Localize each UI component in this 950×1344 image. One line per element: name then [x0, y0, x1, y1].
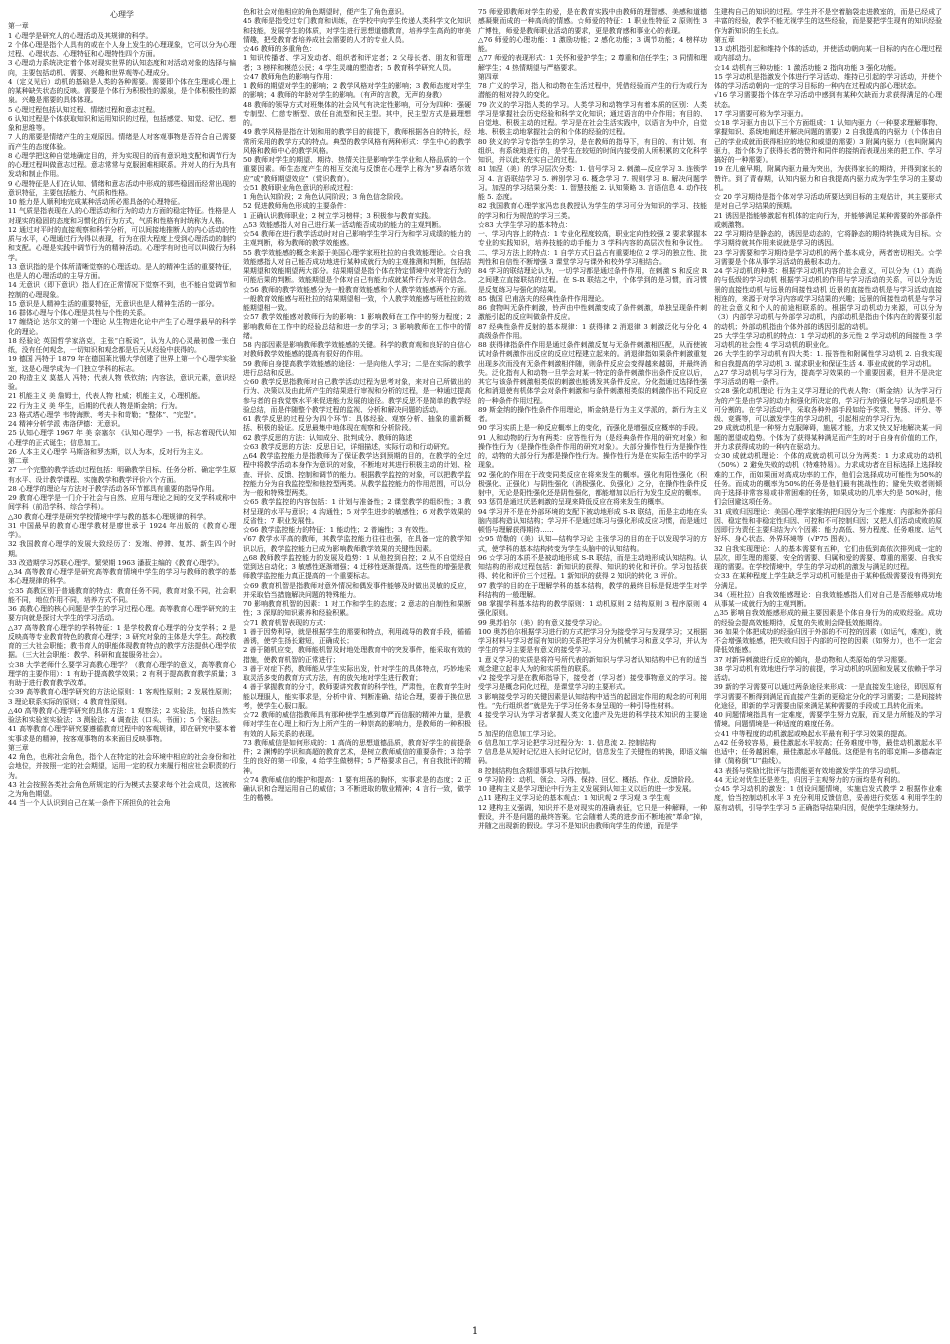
paragraph: 26 人本主义心理学 马斯洛和罗杰斯，以人为本，反对行为主义。 — [8, 447, 208, 456]
paragraph: △30 教育心理学是研究学校情境中学与教的基本心理规律的科学。 — [8, 512, 211, 521]
paragraph: 42 角色，也称社会角色，指个人在特定的社会环境中相应的社会身份和社会地位，并按照一定的社会期望，运用一定的权力来履行相应社会职责的行为。 — [8, 753, 236, 780]
paragraph: 24 学习动机的种类：根据学习动机内容的社会意义，可以分为（1）高尚的与低级的学习动机 根据学习动机的作用与学习活动的关系，可以分为近景的直接性动机与远景的间接性动机 近景的直接性动机是与学习活动直接相连的，来源于对学习内容或学习结果的兴趣；远景的间接性动机是与学习的社会意义和个人的前途相联系的。根据学习动机动力来源，可以分为（3）内部学习动机与外部学习动机，内部动机是指由个体内在的需要引起的动机；外部动机指由个体外部的诱因引起的动机。 — [714, 267, 942, 331]
paragraph: 43 表扬与奖励比批评与指责能更有效地激发学生的学习动机。 — [714, 766, 905, 775]
paragraph: 37 对新异刺激进行反应的倾向，是动物和人类原始的学习需要。 — [714, 655, 912, 664]
paragraph: ☆66 教学监控能力的特征：1 能动性；2 普遍性；3 有效性。 — [243, 526, 433, 534]
paragraph: 58 内部因素是影响教师教学效能感的关键。科学的教育观和良好的自信心对教师教学效能感的提高有很好的作用。 — [243, 341, 471, 359]
paragraph: 90 学习实质上是一种反应概率上的变化，而强化是增强反应概率的手段。 — [478, 424, 703, 433]
paragraph: 1 善于因势利导，就是根据学生的需要和特点，利用疏导的教育手段，循循善诱，使学生扬长避短，正确成长； — [243, 627, 471, 645]
paragraph: 98 掌握学科基本结构的教学原则：1 动机原则 2 结构原则 3 程序原则 4 强化原则。 — [478, 600, 707, 618]
paragraph: 91 人和动物的行为有两类：应答性行为（是经典条件作用的研究对象）和操作性行为（是操作性条件作用的研究对象）。大部分操作性行为是操作性的，动物的大部分行为都是操作性行为。操作性行为是在实际生活中的学习现象。 — [478, 433, 707, 470]
paragraph: 32 我国教育心理学的发展大致经历了：发端、停滞、复苏、新生四个时期。 — [8, 540, 236, 558]
paragraph: 9 心理特征是人们在认知、情绪和意志活动中形成的那些稳固而经常出现的意识特征，主要包括能力、气质和性格。 — [8, 179, 236, 197]
paragraph: 10 能力是人顺利地完成某种活动所必需具备的心理特征。 — [8, 198, 185, 206]
paragraph: 100 奥苏伯尔根据学习进行的方式把学习分为接受学习与发现学习；又根据学习材料与学习者原有知识的关系把学习分为机械学习和意义学习，并认为学生的学习主要是有意义的接受学习。 — [478, 627, 707, 655]
paragraph: 75 师爱即教师对学生的爱，是在教育实践中由教师的理智感、美感和道德感凝聚而成的一种高尚的情感。☆师爱的特征：1 职业性特征 2 原则性 3 广博性，师爱是教师职业活动的要求，更是教育感和事业心的表现。 — [478, 8, 707, 35]
paragraph: 11 气质是指表现在人的心理活动和行为的动力方面的稳定特征。性格是人对现实的稳固的态度和习惯化的行为方式，气质和性格有时统称为人格。 — [8, 207, 236, 225]
paragraph: 19 在儿童早期，附属内驱力最为突出，为获得家长的期待，并得到家长的赞许。到了青春期，认知内驱力和自我提高内驱力成为学生学习的主要动机。 — [714, 165, 942, 192]
paragraph: 79 次义的学习指人类的学习。人类学习和动物学习有着本质的区别：人类学习是掌握社会历史经验和科学文化知识；通过语言的中介作用；有目的、自觉地、积极主动的过程。学习是在社会生活实践中，以语言为中介，自觉地、积极主动地掌握社会的和个体的经验的过程。 — [478, 100, 707, 137]
paragraph: ☆47 教师角色的影响与作用： — [243, 72, 337, 81]
paragraph: △11 建构主义学习论的基本观点：1 知识观 2 学习观 3 学生观 — [478, 794, 670, 803]
paragraph: ☆56 教师的教学效能感分为一般教育效能感和个人教学效能感两个方面。一般教育效能感与班杜拉的结果期望相一致，个人教学效能感与班杜拉的效能期望相一致。 — [243, 285, 471, 312]
paragraph: 97 教学的目的在于理解学科的基本结构，教学的最终目标是促进学生对学科结构的一般理解。 — [478, 581, 707, 599]
paragraph: √16 学习需要指个体在学习活动中感到有某种欠缺而力求获得满足的心理状态。 — [714, 91, 942, 109]
paragraph: 17 缠绕论 达尔文的第一个理论 从生物进化论中产生了心理学最早的科学化的理论。 — [8, 318, 236, 336]
paragraph: ☆ 20 学习期待是指个体对学习活动所要达到目标的主观估计，其主要形式是对自己学习结果的预期。 — [714, 193, 942, 211]
paragraph: 6 认知过程是个体获取知识和运用知识的过程，包括感觉、知觉、记忆、想象和思维等。 — [8, 114, 236, 132]
chapter-heading: 第二章 — [8, 457, 29, 465]
paragraph: ☆39 高等教育心理学研究的方法论原则：1 客观性原则；2 发展性原则；3 理论联系实际的原则；4 教育性原则。 — [8, 688, 236, 706]
paragraph: 7 人的需要是情绪产生的主观原因。情绪是人对客观事物是否符合自己需要而产生的态度体验。 — [8, 133, 236, 151]
paragraph: ☆33 在某种程度上学生缺乏学习动机可能是由于某种低级需要没有得到充分满足。 — [714, 572, 942, 590]
paragraph: 94 学习并不是在外部环境的支配下被动地形成 S-R 联结，而是主动地在头脑内部构造认知结构；学习并不是通过练习与强化形成反应习惯，而是通过顿悟与理解获得期待…… — [478, 507, 707, 534]
paragraph: ☆35 高教区别于普通教育的特点：教育任务不同，教育对象不同，社会职能不同，地位作用不同，培养方式不同。 — [8, 586, 236, 604]
paragraph: 15 学习动机是指激发个体进行学习活动、维持已引起的学习活动，并使个体的学习活动朝向一定的学习目标的一种内在过程或内部心理状态。 — [714, 72, 942, 90]
paragraph: 1 心理学是研究人的心理活动及其规律的科学。 — [8, 31, 153, 40]
paragraph: △42 任务较容易，最佳激起水平较高；任务难度中等，最佳动机激起水平也适中；任务越困难，最佳激起水平越低。这便是有名的耶克斯—多德森定律（简称倒“U”曲线）。 — [714, 738, 942, 766]
paragraph: 89 斯金纳的操作性条件作用理论，斯金纳是行为主义学派的，新行为主义者。 — [478, 405, 707, 423]
paragraph: 12 建构主义强调，知识并不是对现实的准确表征，它只是一种解释，一种假设，并不是问题的最终答案。它会随着人类的进步而不断地被“革命”掉，并随之出现新的假设。学习不是知识由教师向学生的传递，而是学 — [478, 803, 707, 830]
paragraph: 86 食物叫无条件刺激，铃声由中性刺激变成了条件刺激，单独呈现条件刺激能引起的反应叫做条件反应。 — [478, 304, 707, 322]
paragraph: 31 中国最早的教育心理学教材是廖世承于 1924 年出版的《教育心理学》。 — [8, 521, 236, 539]
paragraph: 23 学习需要和学习期待是学习动机的两个基本成分，两者密切相关。☆学习需要是个体从事学习活动的最根本动力。 — [714, 248, 942, 266]
paragraph: 70 影响教育机智的因素：1 对工作和学生的态度；2 意志的自制性和果断性；3 深厚的知识素养和经验积累。 — [243, 600, 471, 618]
paragraph: 3 影响接受学习的关键因素是认知结构中适当的起固定作用的观念的可利用性。“先行组织者”就是先于学习任务本身呈现的一种引导性材料。 — [478, 692, 707, 710]
paragraph: 2 善于随机应变，教师能机智及时地处理教育中的突发事件，能采取有效的措施，使教育机智的正常进行； — [243, 646, 471, 664]
paragraph: ☆18 学习驱力由以下三个方面组成：1 认知内驱力（一种要求理解事物、掌握知识、系统地阐述并解决问题的需要）2 自我提高的内驱力（个体由自己的学业成就而获得相应的地位和威望的需要）3 附属内驱力（也叫附属内驱力，指个体为了获得长者的赞许和同伴的接纳而表现出来的把工作、学习搞好的一种需要）。 — [714, 119, 942, 164]
paragraph: 36 高教心理的核心问题是学生的学习过程心理。高等教育心理学研究的主要方向就是探讨大学生的学习活动。 — [8, 605, 236, 623]
paragraph: 10 建构主义是学习理论中行为主义发展到认知主义以后的进一步发展。 — [478, 785, 696, 793]
paragraph: 81 加涅（美）的学习层次分类：1. 信号学习 2. 刺激—反应学习 3. 连锁学习 4. 言语联结学习 5. 辨别学习 6. 概念学习 7. 规则学习 8. 解决问题学习。加涅的学习结果分类：1. 智慧技能 2. 认知策略 3. 言语信息 4. 动作技能 5. 态度。 — [478, 165, 707, 201]
paragraph: 1 正确认识教师职业；2 树立学习榜样；3 积极参与教育实践。 — [243, 211, 435, 220]
paragraph: 78 广义的学习，指人和动物在生活过程中，凭借经验而产生的行为或行为潜能的相对持久的变化。 — [478, 82, 707, 100]
paragraph: ☆72 教师的威信指教师具有那种使学生感到尊严而信服的精神力量，是教师对学生在心理上和行为上所产生的一种崇高的影响力，是教师的一种积极有效的人际关系的表现。 — [243, 711, 471, 738]
paragraph: 55 教学效能感的概念来源于美国心理学家班杜拉的自我效能理论。☆自我效能感指人对自己能否成功地进行某种成就行为的主观推测和判断，包括结果期望和效能期望两大部分。结果期望是指个体在特定情境中对特定行为的可能后果的判断。效能期望是个体对自己有能力成就某件行为水平的信念。 — [243, 248, 471, 285]
paragraph: 87 经典性条件反射的基本规律：1 获得律 2 消退律 3 刺激泛化与分化 4 高级条件作用。 — [478, 322, 707, 340]
paragraph: 29 成就动机是一种努力克服障碍，施展才能，力求又快又好地解决某一问题的愿望或趋势。个体为了获得某种满足而产生的对于自身有价值的工作，并力求获得成功的一种内在驱动力。 — [714, 424, 942, 451]
chapter-heading: 第一章 — [8, 22, 29, 31]
paragraph: 85 俄国 巴甫洛夫的经典性条件作用理论。 — [478, 294, 609, 303]
paragraph: 80 狭义的学习专指学生的学习，是在教师的指导下，有目的、有计划、有组织、有系统地进行的，是学生在较短的时间内接受前人所积累的文化科学知识，并以此来充实自己的过程。 — [478, 137, 707, 164]
paragraph: √67 教学水平高的教师，其教学监控能力往往也强，在具备一定的教学知识以后，教学监控能力已成为影响教师教学效果的关键性因素。 — [243, 535, 471, 553]
paragraph: 41 高等教育心理学研究要遵循教育过程中的客观规律，即在研究中要本着实事求是的精神，按客观事物的本来面目反映事物。 — [8, 725, 236, 743]
paragraph: 39 新的学习需要可以通过两条途径来形成：一是直接发生途径，即因原有学习需要不断得到满足而直接产生新的更稳定分化的学习需要；二是间接转化途径，即新的学习需要由原来满足某种需要的手段或工具转化而来。 — [714, 683, 942, 710]
paragraph: 4 善于掌握教育的分寸，教师要讲究教育的科学性，严肃性，在教育学生时能以理服人，能实事求是，分析中肯、判断准确、结论合理，要善于换位思考，使学生心服口服。 — [243, 683, 471, 710]
paragraph: 29 教育心理学是一门介于社会与自然、应用与理论之间的交叉学科或称中间学科（前沿学科、综合学科）。 — [8, 494, 236, 512]
paragraph: 9 学习阶段：动机、领会、习得、保持、回忆、概括、作业、反馈阶段。 — [478, 775, 699, 784]
paragraph: 16 群体心理与个体心理是共性与个性的关系。 — [8, 309, 150, 317]
paragraph: 15 意识是人精神生活的重要特征，无意识也是人精神生活的一部分。 — [8, 299, 219, 308]
paragraph: 5 心理过程包括认知过程、情绪过程和意志过程。 — [8, 105, 160, 114]
paragraph: ☆71 教育机智表现的方式： — [243, 618, 330, 627]
paragraph: 24 精神分析学派 弗洛伊德：无意识。 — [8, 420, 125, 428]
paragraph: 59 教师自身提高教学效能感的途径：一是向他人学习；二是在实际的教学进行总结和反思。 — [243, 359, 471, 377]
paragraph: 88 获得律指条件作用是通过条件刺激反复与无条件刺激相匹配，从而使被试对条件刺激作出反应的反应过程建立起来的。消退律指如果条件刺激重复出现多次而没有无条件刺激相伴随，则条件反应会变得越来越弱，并最终消失。泛化指有人和动物一旦学会对某一特定的条件刺激作出条件反应以后，其它与该条件刺激相类似的刺激也能诱发其条件反应。分化指通过选择性强化和消退使有机体学会对条件刺激和与条件刺激相类似的刺激作出不同反应的一种条件作用过程。 — [478, 341, 707, 405]
paragraph: 7 信息是从短时记忆进入长时记忆时，信息发生了关键性的转换，即语义编码。 — [478, 748, 707, 766]
paragraph: 99 奥苏伯尔（美）的有意义接受学习论。 — [478, 618, 607, 627]
paragraph: 96 ☆学习的本质不是被动地形成 S-R 联结，而是主动地形成认知结构。认知结构的形成过程包括：新知识的获得、知识的转化和评价。学习包括获得、转化和评价三个过程。1 新知识的获得 2 知识的转化 3 评价。 — [478, 553, 707, 581]
paragraph: 4（定义见后）动机的基础是人类的各种需要。需要即个体在生理或心理上的某种缺失状态的反映。需要是个体行为积极性的源泉，是个体积极性的源泉。兴趣是需要的具体体现。 — [8, 77, 236, 105]
page-number: 1 — [471, 1326, 479, 1337]
paragraph: 4 接受学习认为学习者掌握人类文化遗产及先进的科学技术知识的主要途径。 — [478, 711, 707, 729]
paragraph: 23 格式塔心理学 韦特海默、考夫卡和苛勒；“整体”、“完型”。 — [8, 410, 201, 419]
text-column-3 — [478, 8, 707, 1320]
paragraph: △35 影响自我效能感形成的最主要因素是个体自身行为的成败经验。成功的经验会提高效能期待，反复的失败则会降低效能期待。 — [714, 609, 942, 627]
paragraph: ☆65 教学监控的内容包括：1 计划与准备性；2 课堂教学的组织性；3 教材呈现的水平与意识；4 沟通性；5 对学生进步的敏感性；6 对教学效果的反省性；7 职业发展性。 — [243, 498, 471, 525]
paragraph: 49 教学风格是指在计划和用的教学目的前提下，教师根据各自的特长，经常所采用的教学方式的特点。典型的教学风格有两种形式：学生中心的教学风格和教师中心的教学风格。 — [243, 128, 471, 155]
paragraph: ☆63 教学反思的方法：反思日记，详细描述，实际行动和行动研究。 — [243, 442, 454, 451]
paragraph: 73 教师威信是如何形成的：1 高尚的思想道德品质，教育好学生的前提条件；2 渊博的学识和高超的教育艺术，是树立教师威信的重要条件；3 给学生的良好的第一印象，4 给学生做榜样；5 严格要求自己，有自我批评的精神。 — [243, 738, 471, 775]
paragraph: 20 构造主义 莫基人 冯特；代表人物 铁钦纳；内容法，意识元素，意识经验。 — [8, 373, 236, 391]
chapter-heading: 第四章 — [478, 72, 499, 81]
paragraph: 28 心理学的理论与方法对于教学活动各环节都具有重要的指导作用。 — [8, 484, 219, 493]
paragraph: ☆30 成就动机理论：个体的成就动机可以分为两类：1 力求成功的动机（50%）2 避免失败的动机（特难特易）。力求成功者在目标选择上选择较难的工作，而如果面对高成功率的工作，他们会选择成功可能性为50%的任务。而成功的概率为50%的任务是他们最有挑战性的；避免失败者则倾向于选择非常容易或非常困难的任务，如果成功的几率大约是 50%时，他们会回避这项任务。 — [714, 452, 942, 507]
paragraph: 13 动机指引起和维持个体的活动，并使活动朝向某一目标的内在心理过程或内部动力。 — [714, 45, 942, 63]
chapter-heading: 第五章 — [714, 35, 735, 44]
paragraph: △27 学习动机与学习行为，提高学习效果的一个重要因素，但并不是决定学习活动的唯一条件。 — [714, 368, 942, 386]
paragraph: 2 个体心理是指个人具有的或在个人身上发生的心理现象，它可以分为心理过程、心理状态、心理特征和心理特性四个方面。 — [8, 40, 236, 58]
paragraph: ☆69 教育机智是指教师对意外情况和偶发事件能够及时做出灵敏的反应，并采取恰当措施解决问题的特殊能力。 — [243, 581, 471, 599]
paragraph: 84 学习的联结理论认为，一切学习都是通过条件作用，在刺激 S 和反应 R 之间建立直接联结的过程。在 S-R 联结之中，个体学到的是习惯，而习惯是反复练习与强化的结果。 — [478, 267, 707, 294]
paragraph: 6 信息加工学习论把学习过程分为：1. 信息流 2. 控制结构 — [478, 738, 656, 747]
paragraph: 5 加涅的信息加工学习论。 — [478, 729, 561, 738]
paragraph: △40 高等教育心理学研究的具体方法：1 观察法；2 实验法，包括自然实验法和实验室实验法；3 测验法；4 调查法（口头、书面）；5 个案法。 — [8, 706, 236, 724]
paragraph: ☆54 教师在进行教学活动时对自己影响学生学习行为和学习成绩的能力的主观判断，称为教师的教学效能感。 — [243, 230, 471, 248]
paragraph: 13 意识指的是个体所清晰觉察的心理活动。是人的精神生活的重要特征，也是人的心理活动的主导方面。 — [8, 262, 236, 280]
paragraph: 92 强化的作用在于改变同类反应在将来发生的概率。强化有阳性强化（积极强化、正强化）与阴性强化（消极强化、负强化）之分，在操作性条件反射中，无论是阳性强化还是阴性强化，都能增加以后行为发生反应的概率。 — [478, 470, 707, 497]
paragraph: 45 教师是指受过专门教育和训练，在学校中向学生传递人类科学文化知识和技能，发展学生的体质，对学生进行思想道德教育，培养学生高尚的审美情趣，把受教育者培养成社会需要的人才的专业人员。 — [243, 17, 471, 44]
paragraph: ☆51 教师职业角色意识的形成过程： — [243, 183, 358, 192]
paragraph: 22 行为主义 美 华生，后期的代表人物是斯金纳；行为。 — [8, 401, 182, 410]
paragraph: 82 我国教育心理学家冯忠良教授认为学生的学习可分为知识的学习、技能的学习和行为规范的学习三类。 — [478, 202, 707, 220]
paragraph: 12 通过对平时的直接观察和科学分析，可以间接地推断人的内心活动的性质与水平，心理通过行为得以表现，行为在很大程度上受到心理活动的制约和支配。心理是实践中调节行为的精神活动。心理学有时也可以叫做行为科学。 — [8, 225, 236, 262]
paragraph: 1 教师的期望对学生的影响；2 教学风格对学生的影响；3 教师态度对学生的影响；4 教师的年龄对学生的影响。（有声的言教，无声的身教） — [243, 82, 471, 100]
paragraph: 32 自我实现理论：人的基本需要有五种，它们由低到高依次排列成一定的层次，即生理的需要、安全的需要、归属和爱的需要、尊重的需要、自我实现的需要。在学校情境中，学生的学习动机的激发与满足的过程。 — [714, 544, 942, 571]
paragraph: ☆74 教师威信的维护和提高：1 要有坦荡的胸怀，实事求是的态度；2 正确认识和合理运用自己的威信；3 不断进取的敬业精神；4 言行一致，做学生的楷模。 — [243, 775, 471, 803]
paragraph: 8 心理学把这种自觉地确定目的，并为实现目的而有意识地支配和调节行为的心理过程叫做意志过程。意志常常与克服困难相联系。并对人的行为具有发动和制止作用。 — [8, 151, 236, 179]
paragraph: △76 师爱的心理功能：1 激励功能；2 感化功能；3 调节功能；4 榜样功能。 — [478, 35, 707, 53]
paragraph: 1 意义学习的实质是将符号所代表的新知识与学习者认知结构中已有的适当观念建立起非人为的和实质性的联系。 — [478, 655, 707, 673]
paragraph: 25 大学生学习动机的特点：1 学习动机的多元性 2 学习动机的间接性 3 学习动机的社会性 4 学习动机的职业化。 — [714, 331, 942, 349]
paragraph: 31 成败归因理论：美国心理学家维纳把归因分为三个维度：内部和外部归因、稳定性和非稳定性归因、可控和不可控制归因；又把人们活动成败的原因即行为责任主要归结为六个因素：能力高低、努力程度、任务难度、运气好坏、身心状态、外界环境等（√P75 图表）。 — [714, 507, 942, 544]
paragraph: ☆46 教师的多重角色： — [243, 45, 316, 53]
paragraph: 43 社会按照各类社会角色所规定的行为模式去要求每个社会成员，这被称之为角色期望。 — [8, 780, 236, 798]
paragraph: 18 经验论 英国哲学家洛克，主张“白板说”，认为人的心灵最初像一张白纸，没有任何观念，一切知识和观念都是后天从经验中获得的。 — [8, 336, 236, 354]
paragraph: 44 无论对优生还是差生，归因于主观努力的方面均是有利的。 — [714, 775, 905, 784]
paragraph: ☆38 大学老师什么要学习高教心理学？（教育心理学的意义，高等教育心理学的主要作用）：1 有助于提高教学效果；2 有利于提高教育教学质量；3 有助于进行教育教学改革。 — [8, 660, 236, 687]
paragraph: 27 一个完整的教学活动过程包括：明确教学目标、任务分析、确定学生原有水平、设计教学课程、实施教学和教学评价六个方面。 — [8, 466, 236, 484]
paragraph: 44 当一个人认识到自己在某一条件下所担负的社会角 — [8, 799, 171, 808]
paragraph: ☆57 教学效能感对教师行为的影响：1 影响教师在工作中的努力程度；2 影响教师在工作中的经验总结和进一步的学习；3 影响教师在工作中的情绪。 — [243, 313, 471, 340]
paragraph: ☆45 学习动机的激发：1 创设问题情境，实施启发式教学 2 根据作业难度，恰当控制动机水平 3 充分利用反馈信息，妥善进行奖惩 4 利用学生的原有动机，引导学生学习 5 正确指导结果归因，促使学生继续努力。 — [714, 785, 942, 812]
paragraph: 21 机能主义 美 詹姆士，代表人物 杜威；机能主义，心理机能。 — [8, 392, 205, 401]
paragraph: △64 教学监控能力是指教师为了保证教学达到预期的目的，在教学的全过程中将教学活动本身作为意识的对象，不断地对其进行积极主动的计划、检查、评价、反馈、控制和调节的能力。根据教学监控的对象，可以把教学监控能力分为自我监控型和他控型两类。从教学监控能力的作用范围，可以分为一般和特殊型两类。 — [243, 452, 471, 497]
paragraph: 3 善于对症下药，教师能从学生实际出发，针对学生的具体特点，巧妙地采取灵活多变的教育方式方法，有的放矢地对学生进行教育； — [243, 664, 471, 682]
paragraph: 50 教师对学生的期望、期待、热情关注是影响学生学业和人格品质的一个重要因素。师生态度产生的相互交流与反馈在心理学上称为“罗森塔尔效应”或“教师期望效应”（赏识教育）。 — [243, 156, 471, 183]
paragraph: ☆83 大学生学习的基本特点： — [478, 220, 572, 229]
paragraph: 21 诱因是指能够激起有机体的定向行为，并能够满足某种需要的外部条件或刺激物。 — [714, 211, 942, 229]
paragraph: △77 师爱的表现形式：1 关怀和爱护学生；2 尊重和信任学生；3 同情和理解学生；4 热情期望与严格要求。 — [478, 54, 707, 72]
paragraph: 62 教学反思的方法：认知成分、批判成分、教师的陈述 — [243, 433, 413, 442]
paragraph: △34 高等教育心理学是研究高等教育情境中学生的学习与教师的教学的基本心理规律的科学。 — [8, 568, 236, 586]
paragraph: 8 控制结构包含期望事项与执行控制。 — [478, 766, 595, 775]
paragraph: 一、学习内容上的特点：1 专业化程度较高，职业定向性较强 2 要求掌握本专业的实践知识，培养技能的动手能力 3 学科内容的高层次性和争议性。二、学习方法上的特点：1 自学方式日益占有重要地位 2 学习的独立性、批判性和自信性不断增强 3 课堂学习与课外和校外学习相结合。 — [478, 230, 707, 266]
paragraph: 33 改造期学习苏联心理学。繁荣期 1963 潘菽主编的《教育心理学》。 — [8, 558, 224, 567]
paragraph: 17 学习需要可称为学习驱力。 — [714, 109, 808, 118]
paragraph: 48 教师的领导方式对班集体的社会风气有决定性影响，可分为四种：强硬专制型、仁慈专断型、放任自流型和民主型。其中，民主型方式是最理想的。 — [243, 100, 471, 127]
document-title: 心理学 — [110, 10, 134, 19]
paragraph: 38 学习动机有效地进行学习的前提，学习动机的巩固和发展又依赖于学习活动。 — [714, 664, 942, 682]
text-column-1 — [8, 8, 236, 1320]
paragraph: △53 效能感指人对自己进行某一活动能否成功的能力的主观判断。 — [243, 220, 446, 229]
paragraph: 1 知识传播者、学习发动者、组织者和评定者；2 父母长者、朋友和管理者；3 榜样和模范公民；4 学生灵魂的塑造者；5 教育科学研究人员。 — [243, 54, 471, 72]
paragraph: ☆41 中等程度的动机激起或唤起水平最有利于学习效果的提高。 — [714, 729, 912, 738]
paragraph: √2 接受学习是在教师指导下，接受者（学习者）接受事物意义的学习。接受学习是概念同化过程，是课堂学习的主要形式。 — [478, 674, 707, 692]
paragraph: ☆60 教学反思指教师对自己教学活动过程为思考对象，来对自己所做出的行为、决策以及由此所产生的结果进行审视和分析的过程，是一种通过提高参与者的自我觉察水平来促进能力发展的途径。教学反思不是简单的教学经验总结，而是伴随整个教学过程的监视、分析和解决问题的活动。 — [243, 378, 471, 414]
paragraph: 色和社会对他相应的角色期望时，便产生了角色意识。 — [243, 8, 409, 16]
paragraph: 22 学习期待是静态的，诱因是动态的，它将静态的期待转换成为目标。☆学习期待就其作用来说就是学习的诱因。 — [714, 230, 942, 248]
paragraph: 26 大学生的学习动机有四大类：1. 报答性和附属性学习动机 2. 自我实现和自我提高的学习动机 3. 谋求职业和保证生活 4. 事业成就的学习动机。 — [714, 350, 942, 368]
paragraph: 1 角色认知阶段；2 角色认同阶段；3 角色信念阶段。 — [243, 193, 408, 201]
paragraph: 52 促进教师角色形成的主要条件： — [243, 202, 351, 211]
paragraph: 34（班杜拉）自我效能感理论：自我效能感指人们对自己是否能够成功地从事某一成就行为的主观判断。 — [714, 590, 942, 608]
paragraph: 14 无意识（即下意识）指人们在正常情况下觉察不到，也不能自觉调节和控制的心理现象。 — [8, 281, 236, 299]
paragraph: ☆28 强化动机理论 行为主义学习理论的代表人物：（斯金纳）认为学习行为的产生是由学习的动力和强化所决定的，学习行为的强化与学习动机是不可分割的。在学习活动中，采取各种外部手段如给予奖赏、赞扬、评分、等级、竞赛等，可以激发学生的学习动机，引起相应的学习行为。 — [714, 387, 942, 423]
paragraph: △68 教师教学监控能力的发展及趋势：1 从他控到自控；2 从不自觉经自觉到达自动化；3 敏感性逐渐增强；4 迁移性逐渐提高。这些性的增强是教师教学监控能力真正提高的一个重要标志。 — [243, 553, 471, 581]
paragraph: △37 高等教育心理学的学科特征：1 是学校教育心理学的分支学科；2 是反映高等专业教育特色的教育心理学；3 研究对象的主体是大学生。高校教育的三大社会职能；教书育人的职能体现教育特点的教学方法提供心理学依据。（三大社会职能：教学、科研和直接服务社会）。 — [8, 623, 236, 660]
paragraph: 生建构自己的知识的过程。学生并不是空着脑袋走进教室的，而是已经成了丰富的经验，教学不能无视学生的这些经验，而是要把学生现有的知识经验作为新知识的生长点。 — [714, 8, 942, 35]
paragraph: ☆14 动机有三种功能：1 激活功能 2 指向功能 3 强化功能。 — [714, 63, 901, 72]
chapter-heading: 第三章 — [8, 743, 29, 752]
text-column-4 — [714, 8, 942, 1320]
paragraph: 19 德国 冯特于 1879 年在德国莱比锡大学创建了世界上第一个心理学实验室，这是心理学成为一门独立学科的标志。 — [8, 355, 236, 373]
paragraph: 61 教学反思的过程分为四个环节：具体经验、观察分析、抽象的重新概括、积极的验证。反思最集中地体现在观察和分析阶段。 — [243, 415, 471, 433]
paragraph: 25 认知心理学 1967 年 美 奈塞尔 《认知心理学》一书，标志着现代认知心理学的正式诞生；信息加工。 — [8, 429, 236, 447]
paragraph: 40 问题情境指具有一定难度，需要学生努力克服，而又是力所能及的学习情境。问题情境是一种适度的难度任务。 — [714, 711, 942, 729]
paragraph: 36 如果个体把成功的经验归因于外部的不可控的因素（如运气，难度），就不会增强效能感，把失败归因于内部的可控的因素（如努力），也不一定会降低效能感。 — [714, 627, 942, 655]
paragraph: ☆95 苛勒的（美）认知—结构学习论 主张学习的目的在于以发现学习的方式，使学科的基本结构转变为学生头脑中的认知结构。 — [478, 535, 707, 553]
paragraph: 3 心理动力系统决定着个体对现实世界的认知态度和对活动对象的选择与偏向，主要包括动机、需要、兴趣和世界观等心理成分。 — [8, 59, 236, 77]
paragraph: 93 惩罚是通过厌恶刺激的呈现来降低反应在将来发生的概率。 — [478, 498, 669, 507]
text-column-2 — [243, 8, 471, 1320]
